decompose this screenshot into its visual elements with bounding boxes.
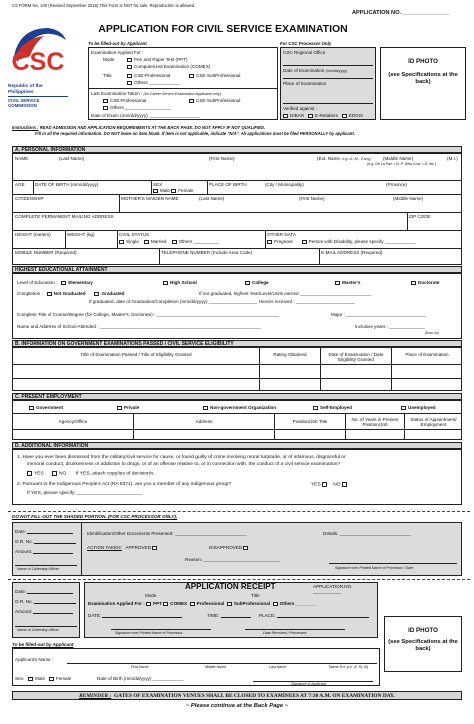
course-field[interactable]: Complete Title of Course/Degree (for College, Master's, Doctorate) : ________________________________________________ bbox=[17, 312, 280, 317]
unemployed-option[interactable]: Unemployed bbox=[401, 405, 436, 410]
email-label: E-MAIL ADDRESS (Required) bbox=[321, 250, 383, 255]
mother-last-label: (Last Name) bbox=[199, 196, 225, 201]
male-checkbox[interactable] bbox=[153, 189, 158, 194]
civil-status-label: CIVIL STATUS bbox=[119, 232, 150, 237]
logo-text: CSC bbox=[11, 48, 65, 76]
receipt-time-field: TIME: bbox=[207, 613, 251, 618]
q2-no-checkbox[interactable] bbox=[342, 482, 347, 487]
high-school-option[interactable]: High School bbox=[163, 280, 197, 285]
application-number: APPLICATION NO. _______________ bbox=[352, 10, 450, 16]
college-option[interactable]: College bbox=[245, 280, 269, 285]
last-cse-prof-checkbox[interactable] bbox=[103, 99, 108, 104]
self-employed-option[interactable]: Self-Employed bbox=[313, 405, 352, 410]
instructions: Instructions : READ ADMISSION AND APPLICATION REQUIREMENTS AT THE BACK PAGE. DO NOT APPLY IF NOT QUALIFIED. bbox=[12, 125, 266, 130]
bottom-applicant-label: To be filled-out by Applicant bbox=[12, 642, 74, 647]
employment-col-position: Position/Job Title bbox=[292, 419, 328, 424]
others-cs-checkbox[interactable] bbox=[172, 240, 177, 245]
question-2-answer: YES NO bbox=[311, 482, 349, 488]
id-photo-title: ID PHOTO bbox=[408, 58, 438, 65]
logo-caption-csc: CIVIL SERVICE COMMISSION bbox=[8, 96, 68, 108]
employment-col-address: Address bbox=[195, 419, 213, 424]
others-option[interactable]: Others ____________ bbox=[127, 80, 180, 85]
mode-label: Mode bbox=[103, 57, 115, 62]
doctorate-option[interactable]: Doctorate bbox=[411, 280, 439, 285]
approved-checkbox[interactable] bbox=[152, 546, 157, 551]
inclusive-years-field[interactable]: Inclusive years : ______________ bbox=[355, 324, 425, 329]
masters-option[interactable]: Master's bbox=[335, 280, 360, 285]
other-data-label: OTHER DATA bbox=[267, 232, 296, 237]
exam-applied-for-label: Examination Applied For : bbox=[91, 50, 144, 55]
bottom-applicant-name-label: Applicant's Name : bbox=[15, 657, 54, 662]
receipt-ppt-checkbox[interactable] bbox=[146, 602, 151, 607]
receipt-title-col: Title bbox=[251, 593, 260, 598]
receipt-collecting-label: Name of Collecting Officer bbox=[17, 628, 59, 632]
masters-checkbox[interactable] bbox=[335, 281, 340, 286]
receipt-date-received-label: Date Received / Processed bbox=[263, 631, 307, 635]
id-photo-spec: (see Specifications at the back) bbox=[388, 72, 458, 85]
disapproved-checkbox[interactable] bbox=[243, 546, 248, 551]
last-exam-label: Last Examination Taken : (for Career Service Examination Applicants only) bbox=[91, 91, 221, 96]
high-school-checkbox[interactable] bbox=[163, 281, 168, 286]
ppt-checkbox[interactable] bbox=[127, 58, 132, 63]
private-option[interactable]: Private bbox=[117, 405, 139, 410]
payment-or-no: O.R. No. bbox=[15, 539, 76, 544]
id-photo-title-receipt: ID PHOTO bbox=[408, 627, 438, 634]
reminder-banner: REMINDER : GATES OF EXAMINATION VENUES SHALL BE CLOSED TO EXAMINEES AT 7:30 A.M. ON EXAMINATION DAY. bbox=[12, 691, 462, 700]
continue-note: ~ Please continue at the Back Page ~ bbox=[185, 703, 289, 709]
title-label: Title bbox=[103, 73, 112, 78]
employment-col-years: No. of Years in Present Position/Job bbox=[351, 417, 399, 428]
middle-name-label: (Middle Name) bbox=[383, 156, 414, 161]
sex-label: SEX bbox=[153, 182, 163, 187]
height-label: HEIGHT (meters) bbox=[15, 232, 51, 237]
mothers-maiden-label: MOTHER'S MAIDEN NAME bbox=[121, 196, 179, 201]
province-label: (Province) bbox=[386, 182, 407, 187]
ppt-option[interactable]: Pen and Paper Test (PPT) bbox=[127, 57, 188, 62]
eretakers-checkbox[interactable] bbox=[308, 114, 313, 119]
processor-shaded-box bbox=[12, 522, 462, 576]
receipt-signature-label: Signature over Printed Name of Processor bbox=[115, 631, 183, 635]
receipt-date: Date: bbox=[15, 589, 73, 594]
payment-date: Date: bbox=[15, 529, 73, 534]
comex-option[interactable]: Computerized Examination (COMEX) bbox=[127, 64, 210, 69]
bottom-male-checkbox[interactable] bbox=[28, 677, 33, 682]
last-others-option[interactable]: Others __________________ bbox=[103, 105, 171, 110]
instructions-line2: Fill in all the required information. DO NOT leave an item blank. If item is not applicable, indicate "N/A". All applications must be filed PERSONALLY by applicant. bbox=[35, 131, 355, 136]
other-data-options: Pregnant Person with Disability, please specify ____________ bbox=[267, 239, 416, 244]
bottom-ext-name: Name Ext. (i.e. Jr, Sr, III) bbox=[329, 665, 369, 669]
last-cse-prof-option[interactable]: CSE-Professional bbox=[103, 98, 146, 103]
last-cse-subprof-option[interactable]: CSE-SubProfessional bbox=[189, 98, 240, 103]
last-cse-subprof-checkbox[interactable] bbox=[189, 99, 194, 104]
mailing-address-label: COMPLETE PERMANENT MAILING ADDRESS bbox=[15, 214, 114, 219]
verified-against-label: Verified against : bbox=[283, 106, 317, 111]
id-photo-box[interactable] bbox=[380, 47, 466, 120]
id-photo-box-receipt[interactable] bbox=[384, 616, 462, 672]
bottom-dob-field[interactable]: Date of Birth (mm/dd/yyyy) ____________ bbox=[97, 676, 184, 681]
receipt-amount: Amount: bbox=[15, 609, 73, 614]
receipt-payment-box bbox=[12, 582, 80, 638]
others-checkbox[interactable] bbox=[127, 81, 132, 86]
if-graduated-field[interactable]: If graduated, date of Graduation/Completion (mm/dd/yyyy) ___________________ Honors received : _______________________ bbox=[89, 299, 355, 304]
education-header: HIGHEST EDUCATIONAL ATTAINMENT bbox=[12, 266, 462, 273]
private-checkbox[interactable] bbox=[117, 406, 122, 411]
bottom-applicant-box bbox=[12, 648, 380, 686]
action-taken-row: ACTION TAKEN: APPROVED bbox=[87, 545, 159, 550]
name-label: NAME bbox=[15, 156, 29, 161]
mother-first-label: (First Name) bbox=[299, 196, 325, 201]
pob-label: PLACE OF BIRTH bbox=[209, 182, 247, 187]
pregnant-checkbox[interactable] bbox=[267, 240, 272, 245]
form-number: CS FORM No. 100 (Revised September 2016) This Form is NOT for sale. Reproduction is allowed. bbox=[12, 3, 196, 8]
age-label: AGE bbox=[15, 182, 25, 187]
bottom-signature-label: Signature of Applicant bbox=[291, 682, 327, 686]
ext-name-label: (Ext. Name, e.g. Jr.,Sr., if any) bbox=[317, 156, 371, 161]
payment-amount: Amount: bbox=[15, 549, 73, 554]
additional-info-box bbox=[12, 449, 462, 505]
receipt-app-no: APPLICATION NO. ___________ bbox=[313, 584, 353, 595]
question-2-specify[interactable]: If YES, please specify: ________________________ bbox=[27, 491, 143, 496]
section-d-header: D. ADDITIONAL INFORMATION bbox=[12, 442, 462, 449]
telephone-label: TELEPHONE NUMBER (Include Area Code) bbox=[161, 250, 253, 255]
last-name-label: (Last Name) bbox=[59, 156, 85, 161]
ngo-option[interactable]: Non-government Organization bbox=[203, 405, 276, 410]
q1-no-checkbox[interactable] bbox=[52, 471, 57, 476]
details-field: Details: ____________________________ bbox=[323, 531, 412, 536]
from-to-hint: (from-to) bbox=[425, 331, 439, 335]
cse-prof-option[interactable]: CSE-Professional bbox=[127, 73, 170, 78]
place-exam-label: Place of Examination bbox=[283, 81, 327, 86]
government-checkbox[interactable] bbox=[29, 406, 34, 411]
dob-label: DATE OF BIRTH (mm/dd/yyyy) bbox=[35, 182, 99, 187]
personal-info-table bbox=[12, 153, 462, 265]
applicant-exam-box bbox=[88, 47, 278, 120]
id-docs-presented: Identification/Other Documents Presented: ____________________________ bbox=[87, 531, 247, 536]
receipt-or-no: O.R. No. bbox=[15, 599, 76, 604]
comex-checkbox[interactable] bbox=[127, 65, 132, 70]
cse-prof-checkbox[interactable] bbox=[127, 74, 132, 79]
cse-subprof-option[interactable]: CSE-SubProfessional bbox=[189, 73, 240, 78]
citizenship-label: CITIZENSHIP bbox=[15, 196, 44, 201]
pwd-checkbox[interactable] bbox=[302, 240, 307, 245]
employment-col-agency: Agency/Office bbox=[58, 419, 88, 424]
if-not-graduated-field[interactable]: If not graduated, highest Year/Level/Units earned ____________________________ bbox=[199, 291, 372, 296]
completion-row: Completion : Not Graduated Graduated bbox=[17, 291, 125, 296]
single-checkbox[interactable] bbox=[119, 240, 124, 245]
not-graduated-checkbox[interactable] bbox=[47, 292, 52, 297]
cse-subprof-checkbox[interactable] bbox=[189, 74, 194, 79]
reason-field: Reason: ______________________________ bbox=[185, 557, 281, 562]
question-1b: immoral conduct, drunkenness or addiction to drugs, or of an offense relative to, or in connection with, the conduct of a civil service examination? bbox=[27, 462, 341, 467]
disapproved-option: DISAPPROVED bbox=[209, 545, 250, 550]
receipt-exam-row: Examination Applied For : PPT COMEX Professional SubProfessional Others ________ bbox=[88, 601, 317, 606]
question-1: 1. Have you ever been dismissed from the military/civil service for cause, or found guilty of crime involving moral turpitude, or of infamous, disgraceful or bbox=[17, 455, 346, 460]
major-field[interactable]: Major : _______________________________ bbox=[331, 312, 426, 317]
eligibility-col-date: Date of Examination / Date Eligibility Granted bbox=[328, 352, 384, 363]
city-label: (City / Municipality) bbox=[265, 182, 304, 187]
receipt-title: APPLICATION RECEIPT bbox=[185, 582, 276, 591]
receipt-professional-checkbox[interactable] bbox=[190, 602, 195, 607]
receipt-comex-checkbox[interactable] bbox=[163, 602, 168, 607]
form-title: APPLICATION FOR CIVIL SERVICE EXAMINATION bbox=[98, 23, 348, 35]
processor-box-label: For CSC Processor Only bbox=[280, 41, 332, 46]
edgis-checkbox[interactable] bbox=[342, 114, 347, 119]
weight-label: WEIGHT (kg) bbox=[67, 232, 95, 237]
mobile-label: MOBILE NUMBER (Required) bbox=[15, 250, 77, 255]
section-c-header: C. PRESENT EMPLOYMENT bbox=[12, 393, 462, 400]
eligibility-table bbox=[12, 347, 462, 391]
q2-yes-checkbox[interactable] bbox=[322, 482, 327, 487]
id-photo-spec-receipt: (see Specifications at the back) bbox=[388, 639, 458, 652]
receipt-place-field: PLACE: bbox=[259, 613, 369, 618]
eligibility-col-title: Title of Examination Passed / Title of Eligibility Granted bbox=[80, 352, 192, 357]
applicant-box-label: To be filled-out by Applicant bbox=[88, 41, 147, 46]
section-a-header: A. PERSONAL INFORMATION bbox=[12, 146, 462, 153]
collecting-officer-label: Name of Collecting Officer bbox=[17, 567, 59, 571]
mi-label: (M.I.) bbox=[447, 156, 458, 161]
mi-example: (e.g. De La Paz = D, P, Dela Cruz = D, etc.) bbox=[367, 162, 437, 166]
section-b-header: B. INFORMATION ON GOVERNMENT EXAMINATIONS PASSED / CIVIL SERVICE ELIGIBILITY bbox=[12, 340, 462, 347]
education-level-row: Level of Education : Elementary bbox=[17, 280, 93, 285]
verified-options: DIBAR E-Retakers EDGIS bbox=[283, 113, 363, 118]
ngo-checkbox[interactable] bbox=[203, 406, 208, 411]
date-exam-label: Date of Examination (mm/dd/yyyy) bbox=[283, 68, 348, 73]
doctorate-checkbox[interactable] bbox=[411, 281, 416, 286]
mother-middle-label: (Middle Name) bbox=[393, 196, 424, 201]
unemployed-checkbox[interactable] bbox=[401, 406, 406, 411]
elementary-checkbox[interactable] bbox=[61, 281, 66, 286]
school-field[interactable]: Name and Address of School Attended : _______________________________________________________________ bbox=[17, 324, 261, 329]
sex-options: Male Female bbox=[153, 188, 194, 193]
csc-logo bbox=[8, 22, 68, 109]
married-checkbox[interactable] bbox=[144, 240, 149, 245]
self-employed-checkbox[interactable] bbox=[313, 406, 318, 411]
receipt-date-field: DATE: bbox=[88, 613, 182, 618]
processor-box bbox=[280, 47, 376, 120]
government-option[interactable]: Government bbox=[29, 405, 63, 410]
bottom-sex-row: Sex: Male Female bbox=[15, 676, 72, 681]
application-receipt-box bbox=[84, 582, 378, 638]
female-checkbox[interactable] bbox=[171, 189, 176, 194]
question-2: 2. Pursuant to the Indigenous People's Act (RA 8371), are you a member of any indigenous group? bbox=[17, 482, 232, 487]
question-1-answer: YES NO If YES, attach copy/ies of decision/s. bbox=[27, 471, 155, 477]
zip-label: ZIP CODE bbox=[409, 214, 431, 219]
college-checkbox[interactable] bbox=[245, 281, 250, 286]
bottom-first-name: First Name bbox=[131, 665, 149, 669]
last-others-checkbox[interactable] bbox=[103, 106, 108, 111]
first-name-label: (First Name) bbox=[209, 156, 235, 161]
date-of-exam-field[interactable]: Date of Exam (mm/dd/yyyy) ____________________ bbox=[91, 113, 201, 118]
employment-table bbox=[12, 400, 462, 440]
processor-signature-label: Signature over Printed Name of Processor / Date bbox=[335, 566, 414, 570]
dibar-checkbox[interactable] bbox=[283, 114, 288, 119]
receipt-others-checkbox[interactable] bbox=[273, 602, 278, 607]
receipt-mode-label: Mode bbox=[145, 593, 157, 598]
employment-col-status: Status of Appointment/ Employment bbox=[410, 417, 457, 428]
q1-yes-checkbox[interactable] bbox=[27, 471, 32, 476]
bottom-middle-name: Middle Name bbox=[205, 665, 227, 669]
eligibility-col-rating: Rating Obtained bbox=[273, 352, 307, 357]
logo-caption-republic: Republic of the Philippines bbox=[8, 84, 43, 95]
shaded-note: DO NOT FILL-OUT THE SHADED PORTION. (FOR CSC PROCESSOR ONLY). bbox=[12, 514, 178, 519]
receipt-subprof-checkbox[interactable] bbox=[227, 602, 232, 607]
regional-office-label: CSC Regional Office bbox=[283, 50, 326, 55]
eligibility-col-place: Place of Examination bbox=[405, 352, 449, 357]
bottom-female-checkbox[interactable] bbox=[49, 677, 54, 682]
education-table bbox=[12, 273, 462, 339]
civil-status-options: Single Married Others __________ bbox=[119, 239, 219, 244]
graduated-checkbox[interactable] bbox=[94, 292, 99, 297]
bottom-last-name: Last Name bbox=[269, 665, 287, 669]
